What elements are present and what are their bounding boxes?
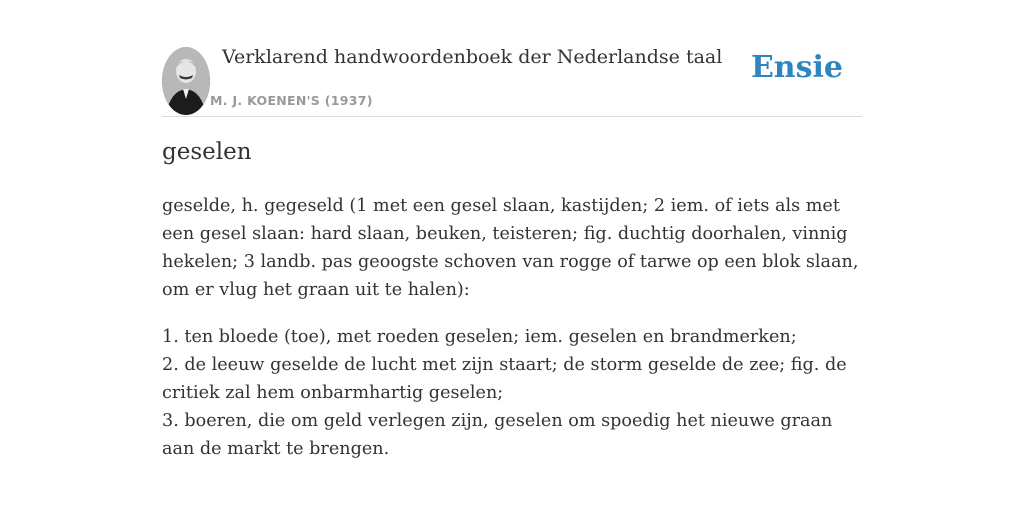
author-portrait-icon	[162, 47, 210, 115]
example-line: 1. ten bloede (toe), met roeden geselen; iem. geselen en brandmerken;	[162, 327, 797, 347]
example-line: 2. de leeuw geselde de lucht met zijn staart; de storm geselde de zee; fig. de critiek zal hem onbarmhartig geselen;	[162, 355, 847, 403]
example-line: 3. boeren, die om geld verlegen zijn, geselen om spoedig het nieuwe graan aan de markt te brengen.	[162, 411, 833, 459]
ensie-logo-link[interactable]: Ensie	[750, 50, 843, 85]
entry-headword: geselen	[162, 139, 252, 165]
page	[162, 0, 862, 459]
entry-examples	[162, 323, 862, 463]
entry-definition: geselde, h. gegeseld (1 met een gesel slaan, kastijden; 2 iem. of iets als met een gesel slaan: hard slaan, beuken, teisteren; fig. duchtig doorhalen, vinnig hekelen; 3 landb. pas geoogste schoven van rogge of tarwe op een blok slaan, om er vlug het graan uit te halen):	[162, 196, 859, 300]
page-header	[162, 0, 862, 117]
dictionary-author: M. J. KOENEN'S (1937)	[210, 93, 373, 108]
dictionary-title[interactable]: Verklarend handwoordenboek der Nederlandse taal	[222, 46, 723, 68]
